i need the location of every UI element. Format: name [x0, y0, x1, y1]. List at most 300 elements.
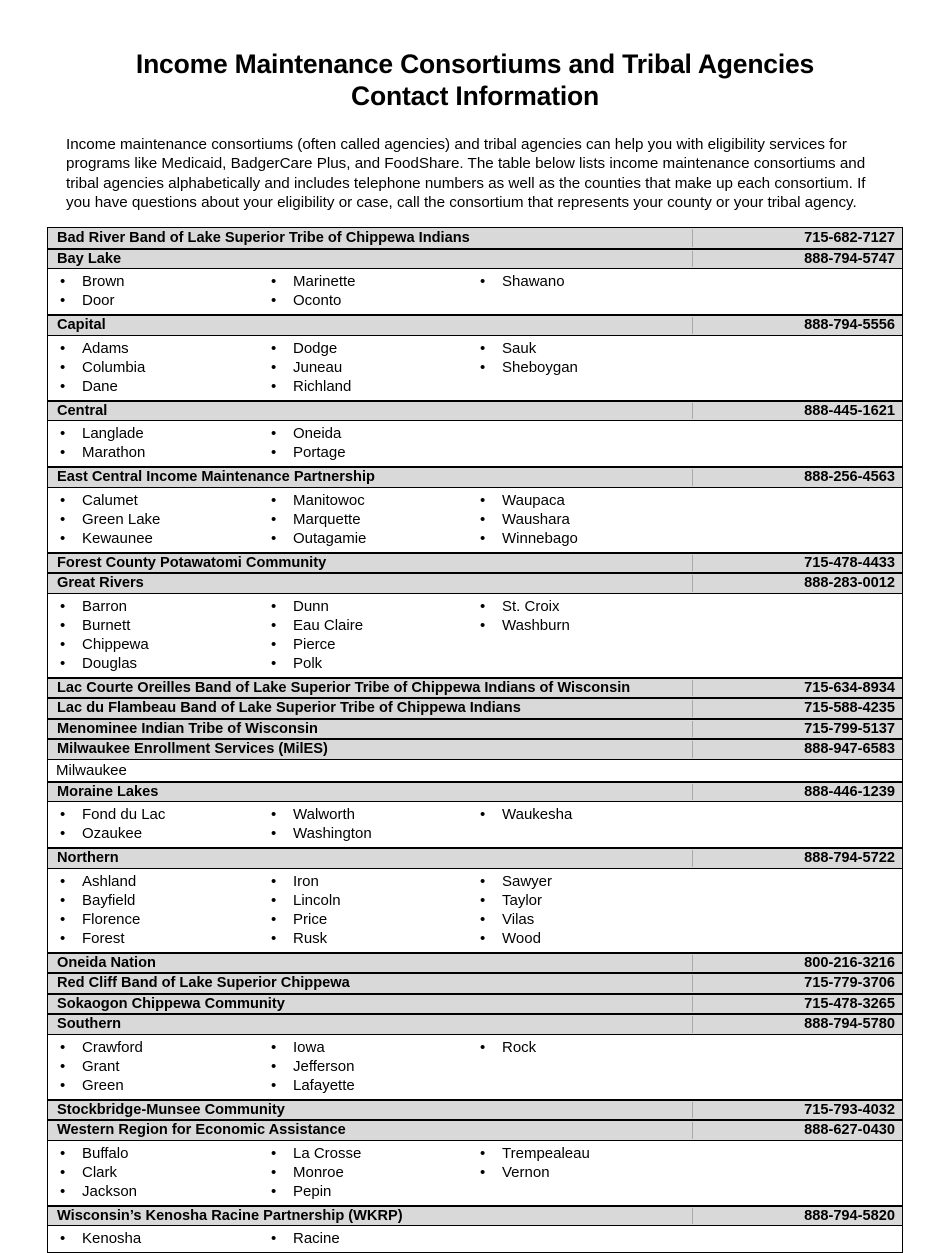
bullet-icon: •	[271, 654, 277, 672]
county-name: Outagamie	[293, 529, 367, 547]
column-divider	[692, 1122, 693, 1139]
county-item	[259, 635, 470, 654]
agency-phone-number[interactable]: 715-478-3265	[804, 995, 895, 1012]
agency-name: Bad River Band of Lake Superior Tribe of Chippewa Indians	[57, 229, 470, 246]
bullet-icon: •	[271, 1163, 277, 1181]
bullet-icon: •	[60, 616, 66, 634]
agency-name: Lac du Flambeau Band of Lake Superior Tribe of Chippewa Indians	[57, 700, 521, 717]
bullet-icon: •	[271, 425, 277, 443]
bullet-icon: •	[271, 1182, 277, 1200]
agency-phone-number[interactable]: 715-682-7127	[804, 229, 895, 246]
county-columns	[48, 272, 902, 310]
county-name: Chippewa	[82, 635, 149, 653]
consortium-contact-table	[47, 227, 903, 1253]
county-name: Jefferson	[293, 1057, 355, 1075]
county-name: St. Croix	[502, 597, 560, 615]
agency-name: Southern	[57, 1016, 122, 1033]
bullet-icon: •	[271, 910, 277, 928]
bullet-icon: •	[60, 273, 66, 291]
county-name: Manitowoc	[293, 491, 365, 509]
county-item	[259, 1182, 470, 1201]
county-name: Wood	[502, 929, 541, 947]
column-divider	[692, 1102, 693, 1119]
bullet-icon: •	[480, 872, 486, 890]
title-line-1: Income Maintenance Consortiums and Tribal Agencies	[135, 49, 815, 79]
county-name: Brown	[82, 273, 125, 291]
bullet-icon: •	[60, 377, 66, 395]
county-name: Juneau	[293, 358, 343, 376]
county-line	[48, 929, 902, 948]
bullet-icon: •	[271, 872, 277, 890]
agency-name: Great Rivers	[57, 575, 144, 592]
county-item	[48, 891, 259, 910]
county-name: Fond du Lac	[82, 806, 166, 824]
county-list-row	[48, 1226, 902, 1252]
bullet-icon: •	[60, 1182, 66, 1200]
bullet-icon: •	[60, 910, 66, 928]
bullet-icon: •	[60, 510, 66, 528]
county-item	[259, 1076, 470, 1095]
bullet-icon: •	[480, 891, 486, 909]
county-line	[48, 272, 902, 291]
bullet-icon: •	[60, 1038, 66, 1056]
county-name: Forest	[82, 929, 125, 947]
county-name: Milwaukee	[56, 761, 127, 779]
agency-phone-number[interactable]: 715-478-4433	[804, 554, 895, 571]
agency-phone-number[interactable]: 888-794-5780	[804, 1016, 895, 1033]
agency-header-row	[48, 739, 902, 760]
agency-header-row	[48, 401, 902, 422]
county-item	[48, 339, 259, 358]
bullet-icon: •	[480, 339, 486, 357]
county-item	[470, 891, 770, 910]
county-item	[259, 654, 470, 673]
agency-phone-number[interactable]: 888-794-5820	[804, 1207, 895, 1224]
county-line	[48, 510, 902, 529]
county-item	[259, 597, 470, 616]
county-line	[48, 377, 902, 396]
county-name: Shawano	[502, 273, 565, 291]
county-name: Polk	[293, 654, 323, 672]
county-name: Bayfield	[82, 891, 136, 909]
county-name: Waushara	[502, 510, 570, 528]
bullet-icon: •	[60, 597, 66, 615]
county-name: Columbia	[82, 358, 146, 376]
county-name: Pierce	[293, 635, 336, 653]
agency-header-row	[48, 848, 902, 869]
county-item	[470, 805, 770, 824]
county-list-row	[48, 802, 902, 848]
agency-name: Northern	[57, 850, 119, 867]
county-name: Portage	[293, 444, 346, 462]
bullet-icon: •	[271, 491, 277, 509]
agency-phone-number[interactable]: 888-947-6583	[804, 741, 895, 758]
county-columns	[48, 1229, 902, 1248]
column-divider	[692, 251, 693, 268]
bullet-icon: •	[480, 1163, 486, 1181]
county-name: Clark	[82, 1163, 118, 1181]
county-item	[470, 272, 770, 291]
county-item	[259, 929, 470, 948]
agency-header-row	[48, 698, 902, 719]
county-columns	[48, 1144, 902, 1201]
county-line	[48, 891, 902, 910]
column-divider	[692, 403, 693, 420]
agency-phone-number[interactable]: 715-799-5137	[804, 720, 895, 737]
bullet-icon: •	[271, 891, 277, 909]
column-divider	[692, 975, 693, 992]
bullet-icon: •	[271, 273, 277, 291]
agency-header-row	[48, 553, 902, 574]
bullet-icon: •	[271, 339, 277, 357]
county-item	[259, 1057, 470, 1076]
bullet-icon: •	[480, 358, 486, 376]
county-name: Florence	[82, 910, 141, 928]
bullet-icon: •	[480, 1038, 486, 1056]
agency-name: Red Cliff Band of Lake Superior Chippewa	[57, 975, 350, 992]
bullet-icon: •	[271, 1230, 277, 1248]
county-item	[48, 910, 259, 929]
bullet-icon: •	[60, 1057, 66, 1075]
column-divider	[692, 784, 693, 801]
agency-name: Central	[57, 402, 108, 419]
county-name: Washburn	[502, 616, 570, 634]
agency-phone-number[interactable]: 800-216-3216	[804, 954, 895, 971]
county-item	[259, 377, 470, 396]
county-name: Pepin	[293, 1182, 332, 1200]
bullet-icon: •	[271, 377, 277, 395]
column-divider	[692, 996, 693, 1013]
county-line	[48, 872, 902, 891]
county-item	[259, 491, 470, 510]
agency-phone-number[interactable]: 888-794-5747	[804, 250, 895, 267]
county-item	[470, 872, 770, 891]
county-name: Vernon	[502, 1163, 550, 1181]
bullet-icon: •	[271, 529, 277, 547]
agency-header-row	[48, 467, 902, 488]
county-item	[48, 929, 259, 948]
column-divider	[692, 575, 693, 592]
county-item	[48, 291, 259, 310]
county-item	[470, 510, 770, 529]
bullet-icon: •	[60, 529, 66, 547]
bullet-icon: •	[271, 1038, 277, 1056]
county-item	[259, 872, 470, 891]
county-item	[470, 1144, 770, 1163]
county-name: Grant	[82, 1057, 120, 1075]
county-item	[259, 358, 470, 377]
bullet-icon: •	[60, 358, 66, 376]
county-name: Racine	[293, 1230, 340, 1248]
agency-header-row	[48, 1014, 902, 1035]
county-line	[48, 1038, 902, 1057]
county-item	[259, 910, 470, 929]
agency-header-row	[48, 953, 902, 974]
bullet-icon: •	[60, 292, 66, 310]
agency-name: Wisconsin’s Kenosha Racine Partnership (WKRP)	[57, 1207, 403, 1224]
bullet-icon: •	[271, 825, 277, 843]
column-divider	[692, 850, 693, 867]
agency-phone-number[interactable]: 888-445-1621	[804, 402, 895, 419]
county-name: Green	[82, 1076, 124, 1094]
county-columns	[48, 424, 902, 462]
county-item	[259, 272, 470, 291]
county-line	[48, 654, 902, 673]
agency-header-row	[48, 315, 902, 336]
county-line	[48, 339, 902, 358]
county-item	[470, 491, 770, 510]
agency-name: Sokaogon Chippewa Community	[57, 995, 285, 1012]
county-list-row	[48, 421, 902, 467]
county-item	[470, 616, 770, 635]
county-line	[48, 1182, 902, 1201]
bullet-icon: •	[60, 825, 66, 843]
bullet-icon: •	[480, 597, 486, 615]
county-line	[48, 910, 902, 929]
county-name: Douglas	[82, 654, 138, 672]
county-list-row	[48, 336, 902, 401]
county-name: Ashland	[82, 872, 137, 890]
bullet-icon: •	[271, 1057, 277, 1075]
county-line	[48, 597, 902, 616]
county-name: Dodge	[293, 339, 338, 357]
county-item	[48, 1163, 259, 1182]
agency-name: Capital	[57, 317, 106, 334]
bullet-icon: •	[60, 929, 66, 947]
bullet-icon: •	[480, 616, 486, 634]
agency-phone-number[interactable]: 888-446-1239	[804, 783, 895, 800]
agency-phone-number[interactable]: 715-588-4235	[804, 700, 895, 717]
county-line	[48, 824, 902, 843]
bullet-icon: •	[480, 273, 486, 291]
agency-header-row	[48, 678, 902, 699]
county-line	[48, 291, 902, 310]
county-line	[48, 358, 902, 377]
agency-phone-number[interactable]: 888-627-0430	[804, 1122, 895, 1139]
bullet-icon: •	[60, 806, 66, 824]
county-columns	[48, 805, 902, 843]
county-line	[48, 443, 902, 462]
bullet-icon: •	[60, 654, 66, 672]
county-item	[259, 891, 470, 910]
agency-header-row	[48, 782, 902, 803]
county-line	[48, 1163, 902, 1182]
county-item	[470, 1038, 770, 1057]
county-item	[259, 424, 470, 443]
agency-name: Bay Lake	[57, 250, 122, 267]
county-name: Calumet	[82, 491, 138, 509]
bullet-icon: •	[60, 1230, 66, 1248]
agency-phone-number[interactable]: 715-634-8934	[804, 679, 895, 696]
county-item	[259, 339, 470, 358]
county-name: Barron	[82, 597, 128, 615]
county-item	[48, 424, 259, 443]
county-name: Marquette	[293, 510, 361, 528]
county-list-row	[48, 1141, 902, 1206]
column-divider	[692, 700, 693, 717]
county-item	[48, 491, 259, 510]
county-name: Kenosha	[82, 1230, 142, 1248]
column-divider	[692, 555, 693, 572]
agency-header-row	[48, 228, 902, 249]
county-name: Lincoln	[293, 891, 341, 909]
bullet-icon: •	[480, 510, 486, 528]
agency-header-row	[48, 973, 902, 994]
agency-phone-number[interactable]: 888-256-4563	[804, 469, 895, 486]
county-columns	[48, 339, 902, 396]
county-item	[259, 805, 470, 824]
agency-name: Lac Courte Oreilles Band of Lake Superior Tribe of Chippewa Indians of Wisconsin	[57, 679, 631, 696]
county-line	[48, 1057, 902, 1076]
county-list-row	[48, 1035, 902, 1100]
bullet-icon: •	[271, 358, 277, 376]
county-item	[48, 1182, 259, 1201]
county-item	[470, 339, 770, 358]
bullet-icon: •	[480, 929, 486, 947]
county-line	[48, 424, 902, 443]
county-name: Marathon	[82, 444, 146, 462]
county-line	[48, 635, 902, 654]
county-name: La Crosse	[293, 1144, 362, 1162]
agency-name: Western Region for Economic Assistance	[57, 1122, 346, 1139]
column-divider	[692, 680, 693, 697]
agency-name: Menominee Indian Tribe of Wisconsin	[57, 720, 318, 737]
county-item	[259, 291, 470, 310]
county-name: Trempealeau	[502, 1144, 590, 1162]
county-name: Waukesha	[502, 806, 573, 824]
bullet-icon: •	[60, 872, 66, 890]
county-name: Sauk	[502, 339, 537, 357]
county-name: Burnett	[82, 616, 131, 634]
county-item	[48, 597, 259, 616]
agency-phone-number[interactable]: 715-779-3706	[804, 975, 895, 992]
county-item	[48, 872, 259, 891]
county-name: Lafayette	[293, 1076, 355, 1094]
county-item	[48, 616, 259, 635]
bullet-icon: •	[271, 597, 277, 615]
bullet-icon: •	[271, 1076, 277, 1094]
county-item	[48, 1144, 259, 1163]
agency-name: East Central Income Maintenance Partnership	[57, 469, 375, 486]
county-name: Iowa	[293, 1038, 325, 1056]
county-item	[259, 1038, 470, 1057]
county-row-plain	[48, 760, 902, 782]
bullet-icon: •	[271, 292, 277, 310]
bullet-icon: •	[60, 444, 66, 462]
bullet-icon: •	[271, 1144, 277, 1162]
bullet-icon: •	[60, 635, 66, 653]
county-columns	[48, 1038, 902, 1095]
county-item	[48, 529, 259, 548]
county-item	[48, 272, 259, 291]
bullet-icon: •	[480, 529, 486, 547]
county-item	[48, 635, 259, 654]
agency-name: Milwaukee Enrollment Services (MilES)	[57, 741, 328, 758]
agency-name: Stockbridge-Munsee Community	[57, 1101, 285, 1118]
agency-phone-number[interactable]: 888-794-5722	[804, 850, 895, 867]
agency-header-row	[48, 573, 902, 594]
bullet-icon: •	[60, 1163, 66, 1181]
county-item	[48, 654, 259, 673]
county-list-row	[48, 869, 902, 953]
county-name: Ozaukee	[82, 825, 143, 843]
county-columns	[48, 491, 902, 548]
agency-phone-number[interactable]: 888-283-0012	[804, 575, 895, 592]
intro-paragraph: Income maintenance consortiums (often called agencies) and tribal agencies can help you with eligibility services for programs like Medicaid, BadgerCare Plus, and FoodShare. The table below lists income maintenance consortiums and tribal agencies alphabetically and includes telephone numbers as well as the counties that make up each consortium. If you have questions about your eligibility or case, call the consortium that represents your county or your tribal agency.	[66, 136, 866, 211]
county-item	[470, 529, 770, 548]
county-item	[48, 824, 259, 843]
county-name: Crawford	[82, 1038, 143, 1056]
bullet-icon: •	[480, 491, 486, 509]
county-item	[470, 597, 770, 616]
county-name: Sawyer	[502, 872, 553, 890]
column-divider	[692, 1016, 693, 1033]
county-name: Dunn	[293, 597, 329, 615]
agency-header-row	[48, 1206, 902, 1227]
county-line	[48, 1076, 902, 1095]
bullet-icon: •	[271, 510, 277, 528]
agency-header-row	[48, 1100, 902, 1121]
agency-phone-number[interactable]: 715-793-4032	[804, 1101, 895, 1118]
agency-name: Forest County Potawatomi Community	[57, 554, 327, 571]
agency-header-row	[48, 249, 902, 270]
county-name: Langlade	[82, 425, 144, 443]
county-line	[48, 616, 902, 635]
county-name: Green Lake	[82, 510, 161, 528]
agency-header-row	[48, 719, 902, 740]
county-name: Waupaca	[502, 491, 565, 509]
bullet-icon: •	[480, 910, 486, 928]
column-divider	[692, 469, 693, 486]
county-name: Rock	[502, 1038, 537, 1056]
county-name: Jackson	[82, 1182, 138, 1200]
bullet-icon: •	[271, 616, 277, 634]
bullet-icon: •	[271, 444, 277, 462]
county-item	[259, 1144, 470, 1163]
county-item	[259, 443, 470, 462]
county-list-row	[48, 488, 902, 553]
page-title	[0, 0, 950, 112]
county-name: Sheboygan	[502, 358, 578, 376]
county-name: Marinette	[293, 273, 356, 291]
title-line-2: Contact Information	[351, 81, 599, 111]
county-name: Vilas	[502, 910, 535, 928]
county-name: Monroe	[293, 1163, 344, 1181]
county-name: Taylor	[502, 891, 543, 909]
column-divider	[692, 721, 693, 738]
county-item	[48, 1057, 259, 1076]
bullet-icon: •	[60, 491, 66, 509]
county-item	[259, 1163, 470, 1182]
county-line	[48, 805, 902, 824]
county-name: Winnebago	[502, 529, 578, 547]
agency-name: Moraine Lakes	[57, 783, 159, 800]
county-name: Rusk	[293, 929, 328, 947]
bullet-icon: •	[60, 425, 66, 443]
county-item	[259, 824, 470, 843]
county-item	[470, 1163, 770, 1182]
bullet-icon: •	[271, 806, 277, 824]
agency-header-row	[48, 994, 902, 1015]
agency-name: Oneida Nation	[57, 954, 156, 971]
agency-phone-number[interactable]: 888-794-5556	[804, 317, 895, 334]
county-item	[48, 377, 259, 396]
county-name: Eau Claire	[293, 616, 364, 634]
county-name: Door	[82, 292, 115, 310]
bullet-icon: •	[480, 806, 486, 824]
county-columns	[48, 872, 902, 948]
county-columns	[48, 597, 902, 673]
